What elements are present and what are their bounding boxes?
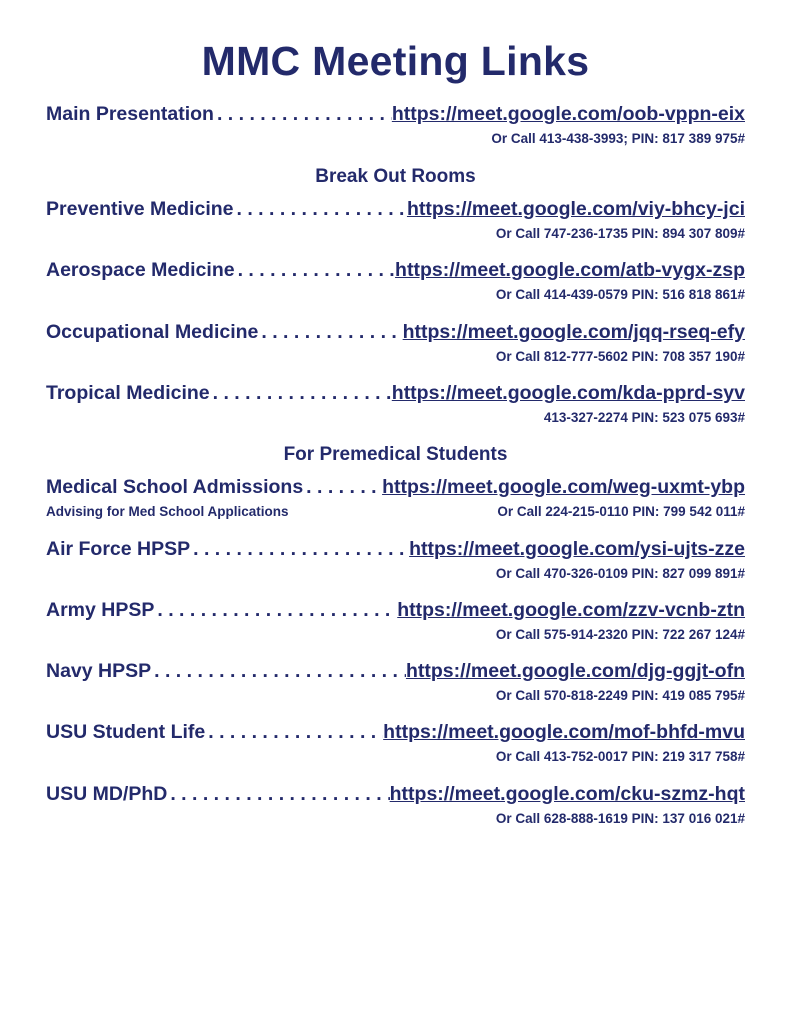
premed-entry-admissions (46, 476, 745, 519)
entry-name: Navy HPSP (46, 660, 152, 682)
entry-name: Occupational Medicine (46, 321, 259, 343)
entry-name: Main Presentation (46, 103, 214, 125)
call-info: 413-327-2274 PIN: 523 075 693# (543, 410, 745, 425)
meeting-link[interactable]: https://meet.google.com/oob-vppn-eix (391, 103, 745, 125)
meeting-link[interactable]: https://meet.google.com/cku-szmz-hqt (389, 783, 745, 805)
call-info: Or Call 575-914-2320 PIN: 722 267 124# (495, 627, 745, 642)
call-info: Or Call 628-888-1619 PIN: 137 016 021# (495, 811, 745, 826)
meeting-link[interactable]: https://meet.google.com/jqq-rseq-efy (402, 321, 745, 343)
premed-entry-student-life (46, 721, 745, 764)
call-info: Or Call 570-818-2249 PIN: 419 085 795# (495, 688, 745, 703)
meeting-link[interactable]: https://meet.google.com/viy-bhcy-jci (406, 198, 745, 220)
leader-dots (234, 198, 407, 221)
meeting-link[interactable]: https://meet.google.com/kda-pprd-syv (391, 382, 745, 404)
meeting-link[interactable]: https://meet.google.com/djg-ggjt-ofn (405, 660, 745, 682)
meeting-link[interactable]: https://meet.google.com/weg-uxmt-ybp (382, 476, 745, 498)
premed-entry-army (46, 599, 745, 642)
meeting-link[interactable]: https://meet.google.com/ysi-ujts-zze (409, 538, 745, 560)
leader-dots (235, 259, 395, 282)
call-info: Or Call 413-752-0017 PIN: 219 317 758# (495, 749, 745, 764)
leader-dots (154, 599, 397, 622)
premed-entry-md-phd (46, 783, 745, 826)
entry-name: Army HPSP (46, 599, 155, 621)
entry-name: Medical School Admissions (46, 476, 304, 498)
main-presentation-entry (46, 103, 745, 146)
leader-dots (151, 660, 406, 683)
premed-entry-navy (46, 660, 745, 703)
leader-dots (190, 538, 409, 561)
entry-name: USU Student Life (46, 721, 206, 743)
call-info: Or Call 414-439-0579 PIN: 516 818 861# (495, 287, 745, 302)
breakout-entry-tropical (46, 382, 745, 425)
leader-dots (214, 103, 392, 126)
entry-name: Air Force HPSP (46, 538, 191, 560)
entry-note: Advising for Med School Applications (46, 504, 289, 519)
entry-name: Aerospace Medicine (46, 259, 235, 281)
page-title: MMC Meeting Links (201, 38, 590, 84)
call-info: Or Call 470-326-0109 PIN: 827 099 891# (495, 566, 745, 581)
entry-name: Preventive Medicine (46, 198, 234, 220)
entry-name: USU MD/PhD (46, 783, 168, 805)
call-info: Or Call 413-438-3993; PIN: 817 389 975# (491, 131, 745, 146)
breakout-entry-preventive (46, 198, 745, 241)
breakout-entry-occupational (46, 321, 745, 364)
call-info: Or Call 747-236-1735 PIN: 894 307 809# (495, 226, 745, 241)
meeting-link[interactable]: https://meet.google.com/atb-vygx-zsp (395, 259, 745, 281)
leader-dots (205, 721, 383, 744)
meeting-link[interactable]: https://meet.google.com/mof-bhfd-mvu (383, 721, 745, 743)
call-info: Or Call 224-215-0110 PIN: 799 542 011# (497, 504, 745, 519)
leader-dots (167, 783, 389, 806)
call-info: Or Call 812-777-5602 PIN: 708 357 190# (495, 349, 745, 364)
leader-dots (258, 321, 402, 344)
premed-entry-airforce (46, 538, 745, 581)
leader-dots (303, 476, 382, 499)
section-heading-breakout: Break Out Rooms (315, 166, 476, 187)
section-heading-premed: For Premedical Students (283, 444, 508, 465)
entry-name: Tropical Medicine (46, 382, 210, 404)
leader-dots (210, 382, 392, 405)
breakout-entry-aerospace (46, 259, 745, 302)
meeting-link[interactable]: https://meet.google.com/zzv-vcnb-ztn (397, 599, 745, 621)
